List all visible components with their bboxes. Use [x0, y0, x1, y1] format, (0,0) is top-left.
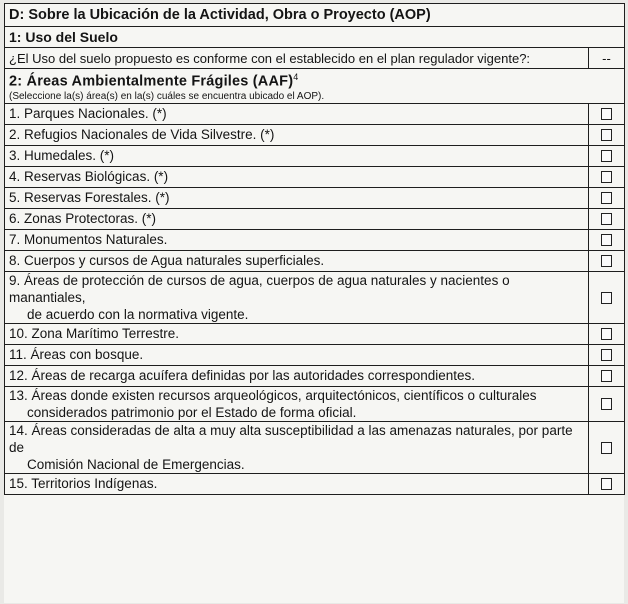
aaf-item-checkbox[interactable] — [601, 150, 612, 162]
aaf-item-checkbox-cell — [589, 386, 625, 421]
aaf-item-checkbox-cell — [589, 187, 625, 208]
aaf-item-text — [5, 145, 589, 166]
aaf-item-checkbox-cell — [589, 103, 625, 124]
aaf-item-label: 5. Reservas Forestales. (*) — [9, 190, 170, 205]
aaf-row — [5, 124, 625, 145]
aaf-item-label-continuation: considerados patrimonio por el Estado de forma oficial. — [27, 404, 357, 420]
uso-suelo-heading: 1: Uso del Suelo — [5, 27, 625, 48]
aaf-row — [5, 473, 625, 494]
aaf-item-checkbox-cell — [589, 421, 625, 473]
aaf-footnote-marker: 4 — [293, 72, 299, 82]
aaf-item-label: 6. Zonas Protectoras. (*) — [9, 211, 157, 226]
aaf-item-checkbox-cell — [589, 473, 625, 494]
uso-suelo-answer[interactable]: -- — [589, 48, 625, 69]
aaf-row — [5, 166, 625, 187]
aaf-row — [5, 229, 625, 250]
aaf-item-text — [5, 473, 589, 494]
aaf-item-text — [5, 250, 589, 271]
aaf-item-label: 10. Zona Marítimo Terrestre. — [9, 326, 180, 341]
aaf-item-checkbox[interactable] — [601, 213, 612, 225]
aaf-item-checkbox[interactable] — [601, 234, 612, 246]
aaf-item-checkbox[interactable] — [601, 292, 612, 304]
aaf-item-label: 4. Reservas Biológicas. (*) — [9, 169, 169, 184]
aaf-item-text — [5, 229, 589, 250]
aaf-item-text — [5, 421, 589, 473]
aaf-item-checkbox[interactable] — [601, 398, 612, 410]
aaf-row — [5, 323, 625, 344]
aaf-item-checkbox-cell — [589, 166, 625, 187]
aaf-item-text — [5, 103, 589, 124]
aaf-item-checkbox-cell — [589, 271, 625, 323]
aaf-item-checkbox-cell — [589, 145, 625, 166]
aaf-item-label: 12. Áreas de recarga acuífera definidas por las autoridades correspondientes. — [9, 368, 476, 383]
aaf-item-checkbox-cell — [589, 344, 625, 365]
aaf-item-text — [5, 208, 589, 229]
aaf-item-label-continuation: Comisión Nacional de Emergencias. — [27, 456, 245, 472]
aaf-item-checkbox-cell — [589, 323, 625, 344]
aaf-item-label: 11. Áreas con bosque. — [9, 347, 144, 362]
aaf-row — [5, 386, 625, 421]
aaf-row — [5, 145, 625, 166]
aaf-item-text — [5, 187, 589, 208]
aaf-item-label: 9. Áreas de protección de cursos de agua, cuerpos de agua naturales y nacientes o manantiales, — [9, 272, 510, 305]
aaf-item-checkbox-cell — [589, 208, 625, 229]
aaf-row — [5, 271, 625, 323]
aaf-item-checkbox[interactable] — [601, 478, 612, 490]
aaf-item-label: 7. Monumentos Naturales. — [9, 232, 168, 247]
aaf-item-checkbox[interactable] — [601, 108, 612, 120]
aaf-item-label-continuation: de acuerdo con la normativa vigente. — [27, 306, 249, 322]
aaf-item-checkbox-cell — [589, 365, 625, 386]
aaf-item-label: 2. Refugios Nacionales de Vida Silvestre. (*) — [9, 127, 275, 142]
aaf-item-label: 3. Humedales. (*) — [9, 148, 115, 163]
aaf-item-checkbox[interactable] — [601, 370, 612, 382]
aaf-item-checkbox[interactable] — [601, 129, 612, 141]
aaf-item-checkbox-cell — [589, 250, 625, 271]
aaf-row — [5, 421, 625, 473]
aaf-row — [5, 365, 625, 386]
aaf-item-text — [5, 271, 589, 323]
form-section-d — [4, 3, 624, 603]
aaf-row — [5, 103, 625, 124]
aaf-row — [5, 250, 625, 271]
aaf-header — [5, 69, 625, 104]
aaf-item-checkbox[interactable] — [601, 442, 612, 454]
aop-location-table — [4, 3, 625, 495]
aaf-item-checkbox[interactable] — [601, 349, 612, 361]
aaf-item-label: 8. Cuerpos y cursos de Agua naturales superficiales. — [9, 253, 325, 268]
aaf-instruction-note: (Seleccione la(s) área(s) en la(s) cuáles se encuentra ubicado el AOP). — [9, 90, 325, 102]
section-title: D: Sobre la Ubicación de la Actividad, Obra o Proyecto (AOP) — [5, 4, 625, 27]
aaf-item-label: 15. Territorios Indígenas. — [9, 476, 158, 491]
aaf-item-text — [5, 166, 589, 187]
aaf-item-label: 13. Áreas donde existen recursos arqueológicos, arquitectónicos, científicos o culturales — [9, 387, 537, 403]
aaf-heading: 2: Áreas Ambientalmente Frágiles (AAF) — [9, 73, 294, 90]
aaf-item-text — [5, 344, 589, 365]
aaf-item-text — [5, 365, 589, 386]
aaf-row — [5, 344, 625, 365]
aaf-item-checkbox[interactable] — [601, 328, 612, 340]
aaf-item-text — [5, 386, 589, 421]
aaf-item-checkbox[interactable] — [601, 255, 612, 267]
aaf-item-label: 14. Áreas consideradas de alta a muy alta susceptibilidad a las amenazas naturales, por parte de — [9, 422, 573, 455]
aaf-item-checkbox[interactable] — [601, 171, 612, 183]
aaf-list — [5, 103, 625, 494]
aaf-item-text — [5, 124, 589, 145]
aaf-row — [5, 187, 625, 208]
aaf-row — [5, 208, 625, 229]
aaf-item-checkbox[interactable] — [601, 192, 612, 204]
aaf-item-checkbox-cell — [589, 124, 625, 145]
uso-suelo-question: ¿El Uso del suelo propuesto es conforme con el establecido en el plan regulador vigente?: — [5, 48, 589, 69]
aaf-item-text — [5, 323, 589, 344]
aaf-item-label: 1. Parques Nacionales. (*) — [9, 106, 167, 121]
aaf-item-checkbox-cell — [589, 229, 625, 250]
